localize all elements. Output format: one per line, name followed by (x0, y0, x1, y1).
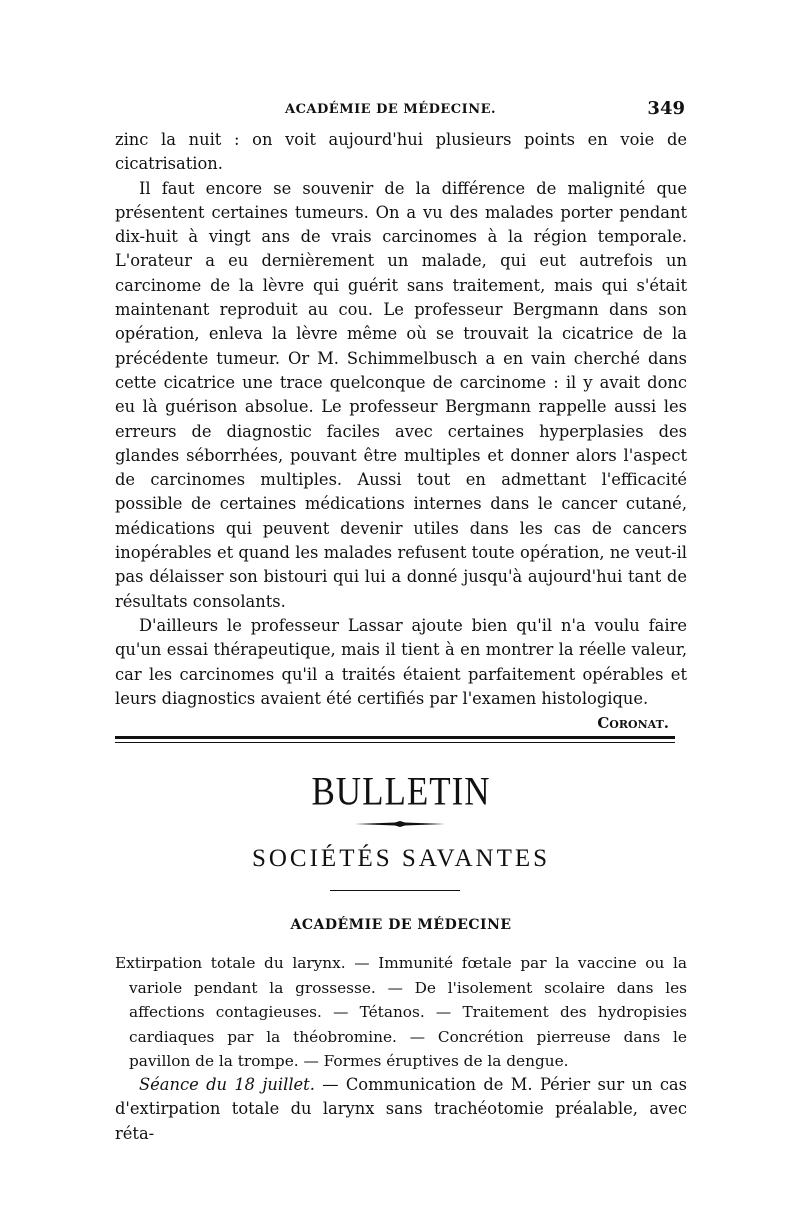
short-rule-divider (330, 890, 460, 891)
running-head-title: ACADÉMIE DE MÉDECINE. (285, 102, 497, 117)
session-summary (115, 951, 687, 1074)
paragraph-bergmann: Il faut encore se souvenir de la différence de malignité que présentent certaines tumeurs. On a vu des malades porter pendant dix-huit à vingt ans de vrais carcinomes à la région temporale. L'orateur a eu dernièrement un malade, qui eut autrefois un carcinome de la lèvre qui guérit sans traitement, mais qui s'était maintenant reproduit au cou. Le professeur Bergmann dans son opération, enleva la lèvre même où se trouvait la cicatrice de la précédente tumeur. Or M. Schimmelbusch a en vain cherché dans cette cicatrice une trace quelconque de carcinome : il y avait donc eu là guérison absolue. Le professeur Bergmann rappelle aussi les erreurs de diagnostic faciles avec certaines hyperplasies des glandes séborrhées, pouvant être multiples et donner alors l'aspect de carcinomes multiples. Aussi tout en admettant l'efficacité possible de certaines médications internes dans le cancer cutané, médications qui peuvent devenir utiles dans les cas de cancers inopérables et quand les malades refusent toute opération, ne veut-il pas délaisser son bistouri qui lui a donné jusqu'à aujourd'hui tant de résultats consolants. (115, 178, 687, 611)
running-head (115, 98, 685, 124)
summary-text: Extirpation totale du larynx. — Immunité fœtale par la vaccine ou la variole pendant la grossesse. — De l'isolement scolaire dans les affections contagieuses. — Tétanos. — Traitement des hydropisies cardiaques par la théobromine. — Concrétion pierreuse dans le pavillon de la trompe. — Formes éruptives de la dengue. (115, 954, 687, 1071)
seance-text: — Communication de M. Périer sur un cas d'extirpation totale du larynx sans trachéotomie préalable, avec réta- (115, 1075, 687, 1143)
seance-date: Séance du 18 juillet. (139, 1075, 315, 1094)
seance-entry (115, 1073, 687, 1146)
academie-section-heading: ACADÉMIE DE MÉDECINE (290, 917, 512, 933)
paragraph-continuation: zinc la nuit : on voit aujourd'hui plusieurs points en voie de cicatrisation. (115, 130, 687, 174)
bulletin-heading: BULLETIN (311, 769, 491, 814)
double-rule-divider (115, 736, 675, 746)
article-body (115, 128, 687, 735)
societes-savantes-heading: SOCIÉTÉS SAVANTES (251, 845, 551, 872)
page-number: 349 (647, 98, 685, 119)
author-signature: Coronat. (597, 714, 669, 733)
ornament-divider (355, 821, 445, 827)
seance-paragraph (115, 1073, 687, 1146)
paragraph-lassar: D'ailleurs le professeur Lassar ajoute bien qu'il n'a voulu faire qu'un essai thérapeutique, mais il tient à en montrer la réelle valeur, car les carcinomes qu'il a traités étaient parfaitement opérables et leurs diagnostics avaient été certifiés par l'examen histologique. (115, 615, 687, 708)
